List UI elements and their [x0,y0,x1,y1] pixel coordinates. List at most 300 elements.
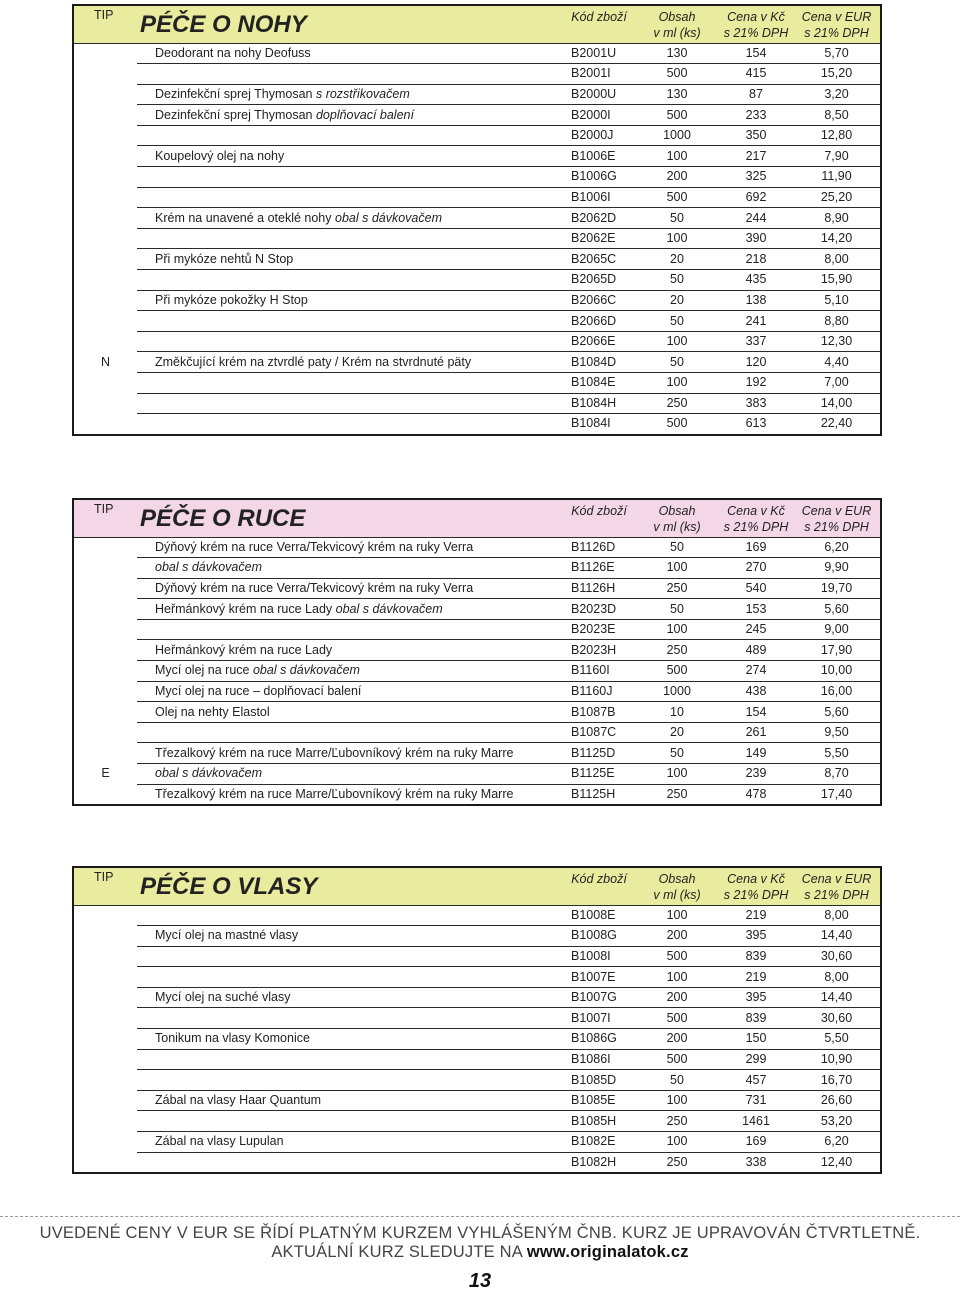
product-code: B1084E [563,373,635,394]
price-eur: 9,90 [793,558,881,579]
table-row [73,352,881,373]
price-czk: 613 [719,414,793,435]
volume-value: 1000 [635,681,719,702]
footer-divider [0,1216,960,1217]
volume-value: 130 [635,84,719,105]
product-name-cell [137,681,563,702]
table-row [73,764,881,785]
table-pece-o-nohy [72,4,882,436]
product-code: B1160J [563,681,635,702]
product-name-cell [137,1090,563,1111]
price-eur: 5,60 [793,599,881,620]
table-row [73,270,881,291]
product-name-cell [137,373,563,394]
price-czk: 338 [719,1152,793,1173]
price-eur: 15,20 [793,64,881,85]
section-title: PÉČE O RUCE [137,499,563,537]
volume-value: 200 [635,987,719,1008]
eur-header: Cena v EUR s 21% DPH [793,867,881,905]
price-czk: 839 [719,946,793,967]
table-row [73,987,881,1008]
product-name-cell [137,331,563,352]
table-row [73,784,881,805]
price-eur: 8,70 [793,764,881,785]
volume-value: 250 [635,1111,719,1132]
volume-value: 100 [635,1132,719,1153]
table-row [73,125,881,146]
product-name-cell [137,167,563,188]
product-code: B1084I [563,414,635,435]
code-header: Kód zboží [563,867,635,905]
table-row [73,619,881,640]
price-eur: 19,70 [793,578,881,599]
product-name-cell [137,290,563,311]
product-code: B2000J [563,125,635,146]
volume-header: Obsah v ml (ks) [635,867,719,905]
price-eur: 8,00 [793,249,881,270]
price-czk: 218 [719,249,793,270]
product-name: Při mykóze pokožky H Stop [155,292,308,307]
price-czk: 731 [719,1090,793,1111]
volume-value: 100 [635,373,719,394]
tip-header: TIP [73,5,137,43]
volume-value: 500 [635,414,719,435]
tip-header: TIP [73,867,137,905]
product-code: B1160I [563,661,635,682]
price-czk: 478 [719,784,793,805]
tip-column [73,905,137,1173]
volume-value: 100 [635,331,719,352]
price-eur: 8,50 [793,105,881,126]
price-eur: 14,40 [793,926,881,947]
product-name-cell [137,743,563,764]
table-row [73,599,881,620]
product-code: B1006E [563,146,635,167]
price-eur: 9,50 [793,722,881,743]
price-czk: 337 [719,331,793,352]
table-row [73,1070,881,1091]
table-row [73,290,881,311]
price-eur: 5,60 [793,702,881,723]
product-name: Při mykóze nehtů N Stop [155,251,294,266]
price-eur: 14,20 [793,228,881,249]
product-code: B1085H [563,1111,635,1132]
volume-value: 10 [635,702,719,723]
eur-header: Cena v EUR s 21% DPH [793,499,881,537]
product-code: B2066D [563,311,635,332]
volume-value: 250 [635,578,719,599]
price-eur: 10,00 [793,661,881,682]
product-name-cell [137,558,563,579]
price-czk: 245 [719,619,793,640]
product-name-cell [137,578,563,599]
volume-value: 500 [635,1008,719,1029]
volume-value: 250 [635,640,719,661]
table-row [73,84,881,105]
volume-value: 50 [635,270,719,291]
product-code: B1125E [563,764,635,785]
product-name-cell [137,537,563,558]
table-row [73,228,881,249]
price-czk: 350 [719,125,793,146]
product-name: Dýňový krém na ruce Verra/Tekvicový krém na ruky Verra [155,539,474,554]
product-name-cell [137,640,563,661]
table-row [73,926,881,947]
table-row [73,311,881,332]
table-row [73,64,881,85]
volume-value: 100 [635,146,719,167]
product-name-cell [137,105,563,126]
tip-column [73,43,137,435]
table-row [73,373,881,394]
price-czk: 219 [719,905,793,926]
page-number: 13 [468,1270,492,1292]
price-eur: 22,40 [793,414,881,435]
product-name-cell [137,84,563,105]
product-name-cell [137,228,563,249]
price-eur: 16,00 [793,681,881,702]
tip-column [73,537,137,805]
price-czk: 217 [719,146,793,167]
product-code: B2001I [563,64,635,85]
product-name: Heřmánkový krém na ruce Lady [155,642,333,657]
table-row [73,414,881,435]
price-czk: 395 [719,926,793,947]
product-code: B2023D [563,599,635,620]
product-code: B1008G [563,926,635,947]
volume-value: 130 [635,43,719,64]
price-czk: 192 [719,373,793,394]
product-code: B2023E [563,619,635,640]
table-row [73,1152,881,1173]
table-row [73,1029,881,1050]
product-name-cell [137,946,563,967]
table-row [73,249,881,270]
product-code: B1006G [563,167,635,188]
product-name-cell [137,64,563,85]
product-code: B1007I [563,1008,635,1029]
volume-value: 20 [635,722,719,743]
product-name-cell [137,311,563,332]
product-name: Třezalkový krém na ruce Marre/Ľubovníkový krém na ruky Marre [155,786,514,801]
product-name-cell [137,270,563,291]
product-code: B1008E [563,905,635,926]
product-code: B1084D [563,352,635,373]
section-title: PÉČE O VLASY [137,867,563,905]
volume-value: 500 [635,1049,719,1070]
price-eur: 8,90 [793,208,881,229]
product-code: B1082E [563,1132,635,1153]
product-name-cell [137,208,563,229]
price-eur: 26,60 [793,1090,881,1111]
price-eur: 16,70 [793,1070,881,1091]
volume-value: 500 [635,105,719,126]
price-czk: 270 [719,558,793,579]
product-package-note: obal s dávkovačem [155,766,263,781]
product-code: B2066C [563,290,635,311]
price-eur: 30,60 [793,1008,881,1029]
product-code: B1125D [563,743,635,764]
volume-value: 100 [635,967,719,988]
product-package-note: obal s dávkovačem [155,560,263,575]
price-eur: 11,90 [793,167,881,188]
product-name-cell [137,661,563,682]
eur-header: Cena v EUR s 21% DPH [793,5,881,43]
price-eur: 7,00 [793,373,881,394]
product-name-cell [137,187,563,208]
volume-value: 20 [635,249,719,270]
price-eur: 8,00 [793,905,881,926]
price-czk: 435 [719,270,793,291]
code-header: Kód zboží [563,5,635,43]
product-name: Heřmánkový krém na ruce Lady [155,601,333,616]
product-name-cell [137,146,563,167]
footer-note [0,1224,960,1262]
table-row [73,905,881,926]
price-eur: 8,80 [793,311,881,332]
volume-value: 100 [635,619,719,640]
table-row [73,208,881,229]
product-code: B2066E [563,331,635,352]
product-name-cell [137,1008,563,1029]
volume-value: 500 [635,661,719,682]
table-row [73,393,881,414]
product-name-cell [137,249,563,270]
volume-value: 200 [635,167,719,188]
product-code: B1125H [563,784,635,805]
product-name: Tonikum na vlasy Komonice [155,1031,310,1046]
price-eur: 3,20 [793,84,881,105]
product-name-cell [137,722,563,743]
product-name: Změkčující krém na ztvrdlé paty / Krém na stvrdnuté päty [155,354,472,369]
czk-header: Cena v Kč s 21% DPH [719,867,793,905]
price-eur: 25,20 [793,187,881,208]
price-czk: 154 [719,702,793,723]
volume-value: 1000 [635,125,719,146]
price-czk: 383 [719,393,793,414]
product-name-cell [137,599,563,620]
product-code: B2062D [563,208,635,229]
volume-value: 250 [635,784,719,805]
product-code: B1008I [563,946,635,967]
product-name: Mycí olej na suché vlasy [155,990,291,1005]
price-czk: 261 [719,722,793,743]
volume-value: 100 [635,905,719,926]
table-row [73,1049,881,1070]
price-czk: 149 [719,743,793,764]
product-code: B2065C [563,249,635,270]
volume-value: 50 [635,208,719,229]
price-czk: 239 [719,764,793,785]
price-eur: 14,40 [793,987,881,1008]
product-code: B1084H [563,393,635,414]
czk-header: Cena v Kč s 21% DPH [719,5,793,43]
code-header: Kód zboží [563,499,635,537]
volume-value: 100 [635,228,719,249]
table-row [73,105,881,126]
product-name-cell [137,987,563,1008]
price-czk: 839 [719,1008,793,1029]
table-row [73,43,881,64]
product-package-note: obal s dávkovačem [252,663,360,678]
price-eur: 12,30 [793,331,881,352]
table-row [73,640,881,661]
price-czk: 325 [719,167,793,188]
table-row [73,1090,881,1111]
price-eur: 17,40 [793,784,881,805]
product-name-cell [137,1132,563,1153]
price-czk: 390 [719,228,793,249]
price-czk: 1461 [719,1111,793,1132]
product-name-cell [137,125,563,146]
table-row [73,743,881,764]
product-name-cell [137,926,563,947]
product-name-cell [137,414,563,435]
price-eur: 12,80 [793,125,881,146]
table-row [73,558,881,579]
table-pece-o-ruce [72,498,882,806]
table-row [73,331,881,352]
table-row [73,146,881,167]
price-czk: 457 [719,1070,793,1091]
table-row [73,187,881,208]
price-eur: 8,00 [793,967,881,988]
product-code: B1087B [563,702,635,723]
product-name-cell [137,1152,563,1173]
price-eur: 17,90 [793,640,881,661]
product-name: Dýňový krém na ruce Verra/Tekvicový krém na ruky Verra [155,580,474,595]
volume-value: 500 [635,946,719,967]
price-eur: 5,10 [793,290,881,311]
product-package-note: doplňovací balení [315,107,414,122]
product-code: B1082H [563,1152,635,1173]
table-row [73,946,881,967]
table-pece-o-vlasy [72,866,882,1174]
price-czk: 120 [719,352,793,373]
product-name: Deodorant na nohy Deofuss [155,45,311,60]
table-row [73,967,881,988]
price-czk: 219 [719,967,793,988]
volume-value: 50 [635,1070,719,1091]
price-eur: 6,20 [793,537,881,558]
product-code: B1085D [563,1070,635,1091]
price-eur: 30,60 [793,946,881,967]
product-code: B2023H [563,640,635,661]
product-name: Mycí olej na mastné vlasy [155,928,299,943]
table-row [73,1132,881,1153]
tip-mark: N [100,354,111,369]
section-title: PÉČE O NOHY [137,5,563,43]
product-name-cell [137,784,563,805]
price-czk: 438 [719,681,793,702]
price-czk: 233 [719,105,793,126]
table-row [73,1111,881,1132]
product-name-cell [137,1029,563,1050]
price-czk: 299 [719,1049,793,1070]
tip-header: TIP [73,499,137,537]
product-code: B2001U [563,43,635,64]
product-code: B1086G [563,1029,635,1050]
table-row [73,578,881,599]
product-code: B1087C [563,722,635,743]
footer-line-2: AKTUÁLNÍ KURZ SLEDUJTE NA www.originalatok.cz [271,1243,689,1261]
price-czk: 154 [719,43,793,64]
product-code: B1006I [563,187,635,208]
table-row [73,537,881,558]
price-eur: 5,50 [793,1029,881,1050]
volume-header: Obsah v ml (ks) [635,499,719,537]
price-czk: 395 [719,987,793,1008]
volume-value: 200 [635,926,719,947]
price-czk: 169 [719,1132,793,1153]
volume-value: 50 [635,311,719,332]
product-name-cell [137,905,563,926]
price-czk: 241 [719,311,793,332]
product-code: B1126H [563,578,635,599]
product-code: B2065D [563,270,635,291]
price-czk: 489 [719,640,793,661]
price-eur: 15,90 [793,270,881,291]
table-row [73,722,881,743]
price-eur: 4,40 [793,352,881,373]
product-name: Olej na nehty Elastol [155,704,270,719]
volume-value: 50 [635,352,719,373]
price-czk: 415 [719,64,793,85]
price-eur: 6,20 [793,1132,881,1153]
product-code: B1007E [563,967,635,988]
product-code: B1126D [563,537,635,558]
price-czk: 274 [719,661,793,682]
product-name: Třezalkový krém na ruce Marre/Ľubovníkový krém na ruky Marre [155,745,514,760]
volume-value: 20 [635,290,719,311]
price-czk: 244 [719,208,793,229]
product-code: B2000I [563,105,635,126]
price-czk: 692 [719,187,793,208]
price-czk: 153 [719,599,793,620]
price-czk: 87 [719,84,793,105]
volume-header: Obsah v ml (ks) [635,5,719,43]
czk-header: Cena v Kč s 21% DPH [719,499,793,537]
volume-value: 250 [635,1152,719,1173]
product-code: B1126E [563,558,635,579]
website-link[interactable]: www.originalatok.cz [526,1243,689,1261]
price-czk: 138 [719,290,793,311]
product-name-cell [137,619,563,640]
product-name-cell [137,702,563,723]
product-code: B2000U [563,84,635,105]
price-eur: 12,40 [793,1152,881,1173]
product-name-cell [137,1111,563,1132]
product-name-cell [137,393,563,414]
volume-value: 500 [635,64,719,85]
table-row [73,702,881,723]
price-czk: 169 [719,537,793,558]
product-code: B2062E [563,228,635,249]
volume-value: 100 [635,1090,719,1111]
product-package-note: obal s dávkovačem [335,210,443,225]
product-package-note: s rozstřikovačem [315,86,410,101]
price-eur: 9,00 [793,619,881,640]
volume-value: 250 [635,393,719,414]
product-name-cell [137,1049,563,1070]
product-name-cell [137,43,563,64]
volume-value: 50 [635,599,719,620]
table-row [73,661,881,682]
tip-mark: E [101,766,110,781]
footer-line-1: UVEDENÉ CENY V EUR SE ŘÍDÍ PLATNÝM KURZEM VYHLÁŠENÝM ČNB. KURZ JE UPRAVOVÁN ČTVRTLETNĚ. [39,1224,921,1242]
volume-value: 200 [635,1029,719,1050]
price-czk: 540 [719,578,793,599]
